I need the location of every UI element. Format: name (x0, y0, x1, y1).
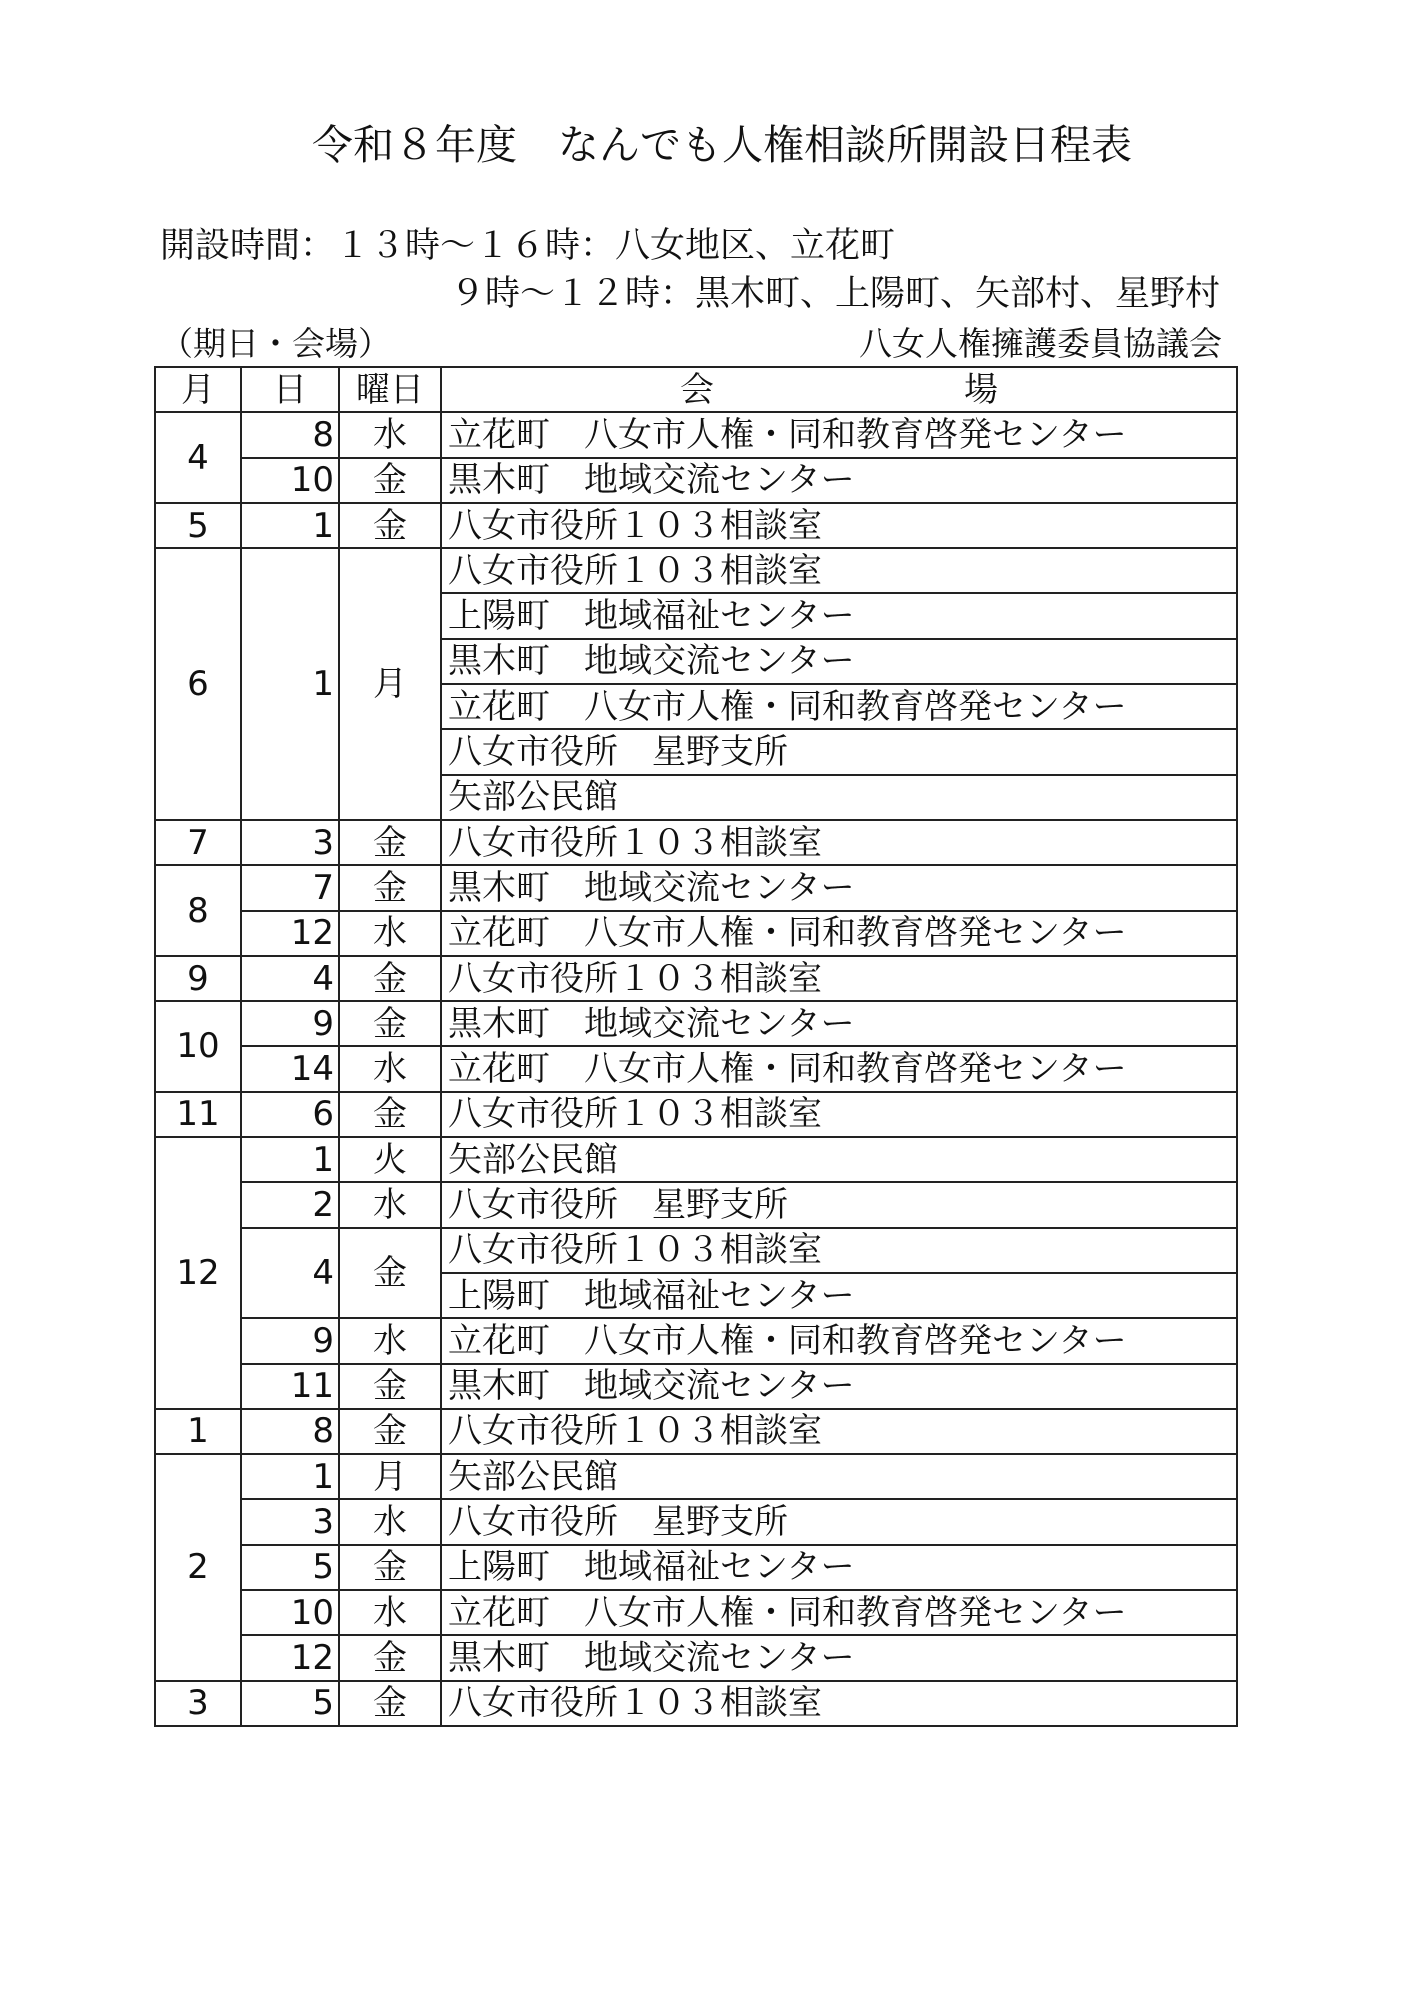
month-cell: 10 (155, 1001, 241, 1092)
weekday-cell: 金 (339, 1409, 441, 1454)
day-cell: 10 (241, 1590, 339, 1635)
venue-cell: 八女市役所 星野支所 (441, 1499, 1237, 1544)
venue-cell: 八女市役所 星野支所 (441, 1182, 1237, 1227)
weekday-cell: 水 (339, 1046, 441, 1091)
venue-cell: 矢部公民館 (441, 1454, 1237, 1499)
table-row (155, 1681, 1237, 1726)
day-cell: 6 (241, 1092, 339, 1137)
month-cell: 4 (155, 412, 241, 503)
weekday-cell: 水 (339, 1182, 441, 1227)
header-month: 月 (155, 367, 241, 412)
organizer-name: 八女人権擁護委員協議会 (859, 324, 1222, 363)
weekday-cell: 金 (339, 1001, 441, 1046)
venue-cell: 八女市役所１０３相談室 (441, 956, 1237, 1001)
table-row (155, 1092, 1237, 1137)
table-row (155, 458, 1237, 503)
day-cell: 2 (241, 1182, 339, 1227)
day-cell: 3 (241, 820, 339, 865)
venue-cell: 上陽町 地域福祉センター (441, 1545, 1237, 1590)
weekday-cell: 金 (339, 1228, 441, 1319)
table-row (155, 1364, 1237, 1409)
day-cell: 12 (241, 1635, 339, 1680)
month-cell: 8 (155, 865, 241, 956)
day-cell: 10 (241, 458, 339, 503)
table-row (155, 412, 1237, 457)
venue-cell: 八女市役所１０３相談室 (441, 548, 1237, 593)
opening-hours (160, 222, 1220, 318)
day-cell: 1 (241, 503, 339, 548)
venue-cell: 立花町 八女市人権・同和教育啓発センター (441, 1318, 1237, 1363)
weekday-cell: 金 (339, 1681, 441, 1726)
weekday-cell: 金 (339, 956, 441, 1001)
header-venue-char-1: 会 (680, 369, 714, 410)
venue-cell: 立花町 八女市人権・同和教育啓発センター (441, 1046, 1237, 1091)
weekday-cell: 金 (339, 820, 441, 865)
month-cell: 1 (155, 1409, 241, 1454)
table-header-row (155, 367, 1237, 412)
day-cell: 8 (241, 412, 339, 457)
table-row (155, 503, 1237, 548)
table-row (155, 1318, 1237, 1363)
day-cell: 7 (241, 865, 339, 910)
venue-cell: 上陽町 地域福祉センター (441, 593, 1237, 638)
venue-cell: 黒木町 地域交流センター (441, 639, 1237, 684)
weekday-cell: 金 (339, 458, 441, 503)
day-cell: 5 (241, 1545, 339, 1590)
venue-cell: 黒木町 地域交流センター (441, 865, 1237, 910)
venue-cell: 黒木町 地域交流センター (441, 1001, 1237, 1046)
month-cell: 12 (155, 1137, 241, 1409)
table-row (155, 956, 1237, 1001)
day-cell: 8 (241, 1409, 339, 1454)
table-row (155, 1635, 1237, 1680)
table-row (155, 1409, 1237, 1454)
month-cell: 9 (155, 956, 241, 1001)
schedule-table (154, 366, 1238, 1727)
venue-cell: 黒木町 地域交流センター (441, 1364, 1237, 1409)
day-cell: 5 (241, 1681, 339, 1726)
weekday-cell: 金 (339, 1364, 441, 1409)
weekday-cell: 月 (339, 548, 441, 820)
table-row (155, 1454, 1237, 1499)
table-row (155, 1001, 1237, 1046)
venue-cell: 立花町 八女市人権・同和教育啓発センター (441, 911, 1237, 956)
day-cell: 11 (241, 1364, 339, 1409)
venue-cell: 立花町 八女市人権・同和教育啓発センター (441, 1590, 1237, 1635)
opening-hours-line-1: 開設時間：１３時～１６時：八女地区、立花町 (160, 226, 896, 266)
schedule-table-wrapper (154, 366, 1238, 1727)
venue-cell: 八女市役所１０３相談室 (441, 820, 1237, 865)
venue-cell: 八女市役所１０３相談室 (441, 1409, 1237, 1454)
header-venue (441, 367, 1237, 412)
day-cell: 9 (241, 1001, 339, 1046)
day-cell: 1 (241, 1137, 339, 1182)
opening-hours-line-2: ９時～１２時：黒木町、上陽町、矢部村、星野村 (449, 274, 1220, 314)
weekday-cell: 月 (339, 1454, 441, 1499)
table-row (155, 1499, 1237, 1544)
table-row (155, 1182, 1237, 1227)
weekday-cell: 金 (339, 1635, 441, 1680)
weekday-cell: 金 (339, 1092, 441, 1137)
weekday-cell: 水 (339, 412, 441, 457)
venue-cell: 矢部公民館 (441, 1137, 1237, 1182)
header-venue-char-2: 場 (964, 369, 998, 410)
month-cell: 5 (155, 503, 241, 548)
table-row (155, 1046, 1237, 1091)
page-title: 令和８年度 なんでも人権相談所開設日程表 (312, 121, 1132, 169)
table-row (155, 865, 1237, 910)
day-cell: 4 (241, 956, 339, 1001)
venue-cell: 八女市役所１０３相談室 (441, 1681, 1237, 1726)
venue-cell: 八女市役所１０３相談室 (441, 1092, 1237, 1137)
weekday-cell: 水 (339, 911, 441, 956)
venue-cell: 立花町 八女市人権・同和教育啓発センター (441, 412, 1237, 457)
venue-cell: 立花町 八女市人権・同和教育啓発センター (441, 684, 1237, 729)
table-row (155, 548, 1237, 593)
day-cell: 1 (241, 1454, 339, 1499)
table-row (155, 911, 1237, 956)
month-cell: 7 (155, 820, 241, 865)
table-row (155, 820, 1237, 865)
table-row (155, 1137, 1237, 1182)
month-cell: 6 (155, 548, 241, 820)
table-row (155, 1228, 1237, 1273)
venue-cell: 黒木町 地域交流センター (441, 458, 1237, 503)
day-cell: 4 (241, 1228, 339, 1319)
month-cell: 3 (155, 1681, 241, 1726)
header-weekday: 曜日 (339, 367, 441, 412)
day-cell: 9 (241, 1318, 339, 1363)
weekday-cell: 火 (339, 1137, 441, 1182)
weekday-cell: 水 (339, 1499, 441, 1544)
weekday-cell: 水 (339, 1590, 441, 1635)
weekday-cell: 水 (339, 1318, 441, 1363)
venue-cell: 上陽町 地域福祉センター (441, 1273, 1237, 1318)
venue-cell: 八女市役所１０３相談室 (441, 1228, 1237, 1273)
schedule-label: （期日・会場） (160, 324, 391, 363)
day-cell: 1 (241, 548, 339, 820)
weekday-cell: 金 (339, 1545, 441, 1590)
day-cell: 12 (241, 911, 339, 956)
day-cell: 14 (241, 1046, 339, 1091)
venue-cell: 八女市役所 星野支所 (441, 729, 1237, 774)
weekday-cell: 金 (339, 503, 441, 548)
day-cell: 3 (241, 1499, 339, 1544)
table-row (155, 1590, 1237, 1635)
venue-cell: 黒木町 地域交流センター (441, 1635, 1237, 1680)
venue-cell: 八女市役所１０３相談室 (441, 503, 1237, 548)
month-cell: 11 (155, 1092, 241, 1137)
subheading-row (160, 322, 1222, 366)
month-cell: 2 (155, 1454, 241, 1680)
venue-cell: 矢部公民館 (441, 775, 1237, 820)
table-row (155, 1545, 1237, 1590)
header-day: 日 (241, 367, 339, 412)
weekday-cell: 金 (339, 865, 441, 910)
